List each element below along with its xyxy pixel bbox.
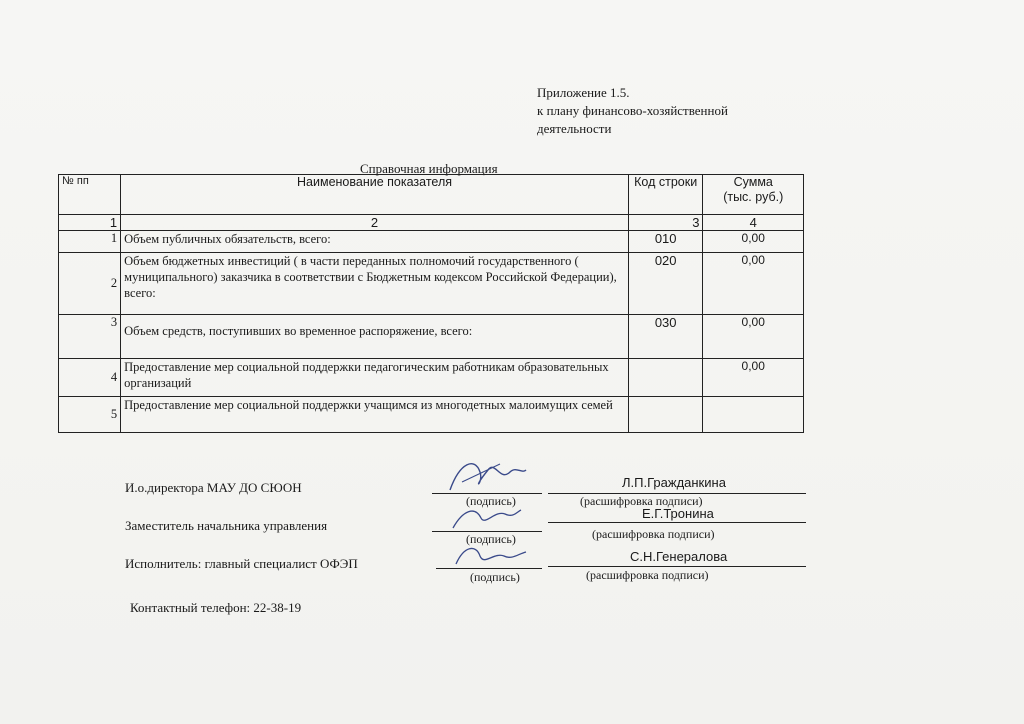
numbering-row — [59, 215, 804, 231]
numbering-code: 3 — [628, 215, 703, 231]
row-name: Объем публичных обязательств, всего: — [121, 231, 629, 253]
row-num: 1 — [59, 231, 121, 253]
table-row — [59, 359, 804, 397]
row-name: Объем средств, поступивших во временное распоряжение, всего: — [121, 315, 629, 359]
row-code — [628, 359, 703, 397]
appendix-line-1: Приложение 1.5. — [537, 85, 630, 100]
row-code: 020 — [628, 253, 703, 315]
appendix-line-3: деятельности — [537, 121, 612, 136]
signature-caption: (подпись) — [470, 570, 520, 584]
signature-director-image — [440, 452, 530, 497]
header-sum-line1: Сумма — [733, 175, 773, 189]
signature-role-director: И.о.директора МАУ ДО СЮОН — [125, 480, 302, 495]
row-sum: 0,00 — [703, 231, 804, 253]
info-table — [58, 174, 804, 433]
row-name: Предоставление мер социальной поддержки учащимся из многодетных малоимущих семей — [121, 397, 629, 433]
decode-caption: (расшифровка подписи) — [592, 527, 715, 541]
appendix-note — [537, 84, 728, 138]
table-caption: Справочная информация — [360, 161, 498, 176]
row-name: Объем бюджетных инвестиций ( в части переданных полномочий государственного ( муниципального) заказчика в соответствии с Бюджетным кодексом Российской Федерации), всего: — [121, 253, 629, 315]
row-sum: 0,00 — [703, 315, 804, 359]
decode-line-deputy — [548, 522, 806, 523]
signature-role-executor: Исполнитель: главный специалист ОФЭП — [125, 556, 358, 571]
header-name: Наименование показателя — [121, 175, 629, 215]
header-num: № пп — [59, 175, 121, 215]
row-code — [628, 397, 703, 433]
row-code: 030 — [628, 315, 703, 359]
signature-name-deputy: Е.Г.Тронина — [642, 506, 714, 521]
table-row — [59, 231, 804, 253]
table-row — [59, 253, 804, 315]
signature-line-executor — [436, 568, 542, 569]
signature-caption: (подпись) — [466, 494, 516, 508]
signature-name-executor: С.Н.Генералова — [630, 549, 728, 564]
decode-caption: (расшифровка подписи) — [586, 568, 709, 582]
header-sum — [703, 175, 804, 215]
appendix-line-2: к плану финансово-хозяйственной — [537, 103, 728, 118]
row-num: 3 — [59, 315, 121, 359]
table-row — [59, 397, 804, 433]
decode-caption: (расшифровка подписи) — [580, 494, 703, 508]
row-sum: 0,00 — [703, 253, 804, 315]
table-header-row — [59, 175, 804, 215]
row-sum — [703, 397, 804, 433]
row-num: 5 — [59, 397, 121, 433]
table-row — [59, 315, 804, 359]
numbering-num: 1 — [59, 215, 121, 231]
row-num: 4 — [59, 359, 121, 397]
header-sum-line2: (тыс. руб.) — [723, 190, 784, 204]
row-code: 010 — [628, 231, 703, 253]
numbering-sum: 4 — [703, 215, 804, 231]
signature-caption: (подпись) — [466, 532, 516, 546]
row-name: Предоставление мер социальной поддержки педагогическим работникам образовательных организаций — [121, 359, 629, 397]
numbering-name: 2 — [121, 215, 629, 231]
signature-deputy-image — [445, 500, 525, 535]
row-sum: 0,00 — [703, 359, 804, 397]
header-code: Код строки — [628, 175, 703, 215]
decode-line-executor — [548, 566, 806, 567]
row-num: 2 — [59, 253, 121, 315]
contact-phone: Контактный телефон: 22-38-19 — [130, 600, 302, 615]
signature-role-deputy: Заместитель начальника управления — [125, 518, 328, 533]
signature-name-director: Л.П.Гражданкина — [622, 475, 726, 490]
